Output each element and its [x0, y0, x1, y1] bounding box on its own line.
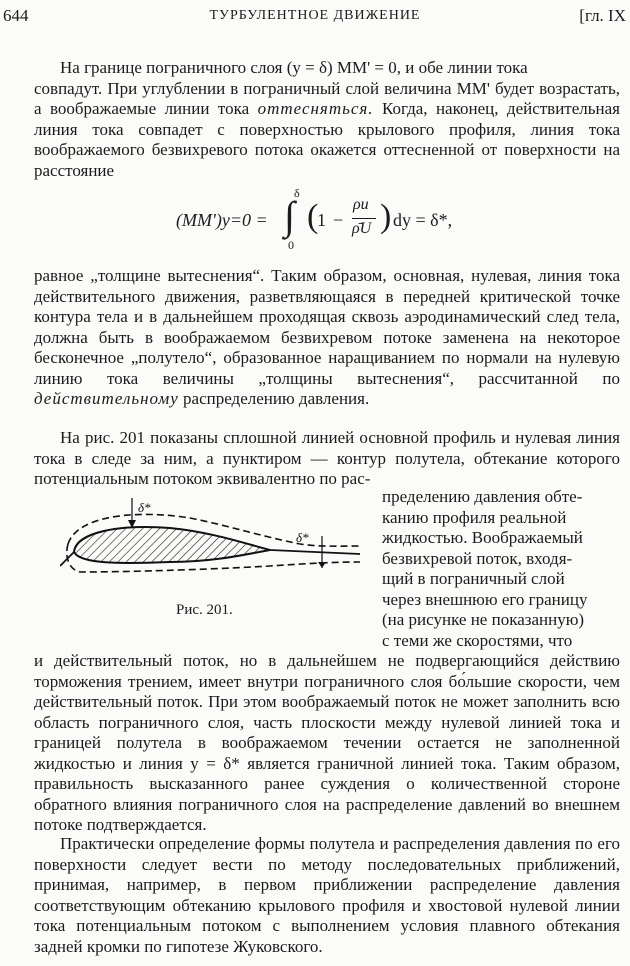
side-line-7: (на рисунке не показанную): [382, 610, 585, 629]
paragraph-5-body: Практически определение формы полутела и распределения давления по его поверхности следует вести по методу последовательных приближений, принимая, например, в первом приближении распределение давления соответствующим обтеканию крылового профиля и хвостовой нулевой линии тока потенциальным потоком с выполнением условия плавного обтекания задней кромки по гипотезе Жуковского.: [34, 834, 620, 956]
paragraph-1-text-b: Когда, наконец, действительная линия тока совпадет с поверхностью крылового профиля, линия тока воображаемого безвихревого потока окажется оттесненной от поверхности на расстояние: [34, 99, 620, 180]
figure-caption: Рис. 201.: [176, 602, 233, 618]
paragraph-1-emphasis: оттесняться.: [257, 99, 374, 118]
paragraph-2-text: равное „толщине вытеснения“. Таким образом, основная, нулевая, линия тока действительного движения, разветвляющаяся в передней критической точке контура тела и в дальнейшем проходящая сквозь аэродинамический след тела, должна быть в воображаемом безвихревом потоке заменена на некоторое бесконечное „полутело“, образованное наращиванием по нормали на нулевую линию тока величины „толщины вытеснения“, рассчитанной по: [34, 266, 620, 388]
side-line-2: канию профиля реальной: [382, 507, 567, 527]
chapter-label: [гл. IX: [579, 6, 626, 25]
paragraph-4-body: и действительный поток, но в дальнейшем не подвергающийся действию торможения трением, имеет внутри пограничного слоя бо́льшие скорости, чем действительный поток. При этом воображаемый поток не может заполнить всю область пограничного слоя, часть плоскости между нулевой линией тока и границей полутела в воображаемом течении остается не заполненной жидкостью и линия y = δ* является граничной линией тока. Таким образом, правильность высказанного ранее суждения о количественной стороне обратного влияния пограничного слоя на распределение давлений во внешнем потоке подтверждается.: [34, 651, 620, 834]
paragraph-3-body: На рис. 201 показаны сплошной линией основной профиль и нулевая линия тока в следе за ним, а пунктиром — контур полутела, обтекание которого потенциальным потоком эквивалентно по рас-: [34, 428, 620, 488]
formula-one: 1: [317, 210, 326, 230]
side-text-column: [382, 487, 620, 651]
delta-star-label-right: δ*: [296, 530, 309, 545]
side-line-5: щий в пограничный слой: [382, 569, 565, 588]
side-line-1: пределению давления обте-: [382, 487, 583, 506]
integral-sign: ∫: [284, 193, 295, 238]
paragraph-5: [34, 834, 620, 957]
paragraph-1-body: [34, 79, 620, 182]
paragraph-1-line-1: На границе пограничного слоя (y = δ) MM' = 0, и обе линии тока: [60, 58, 528, 77]
paragraph-2-tail: распределению давления.: [178, 389, 370, 408]
paragraph-4: [34, 651, 620, 836]
zero-streamline-wake: [270, 550, 360, 554]
formula-tail: dy = δ*,: [393, 210, 453, 230]
running-title: ТУРБУЛЕНТНОЕ ДВИЖЕНИЕ: [209, 8, 421, 23]
fraction-denominator: ρ̄U: [352, 220, 372, 237]
formula-minus: −: [333, 210, 344, 230]
thickness-marker-right-arrow: [318, 562, 326, 568]
side-line-6: через внешнюю его границу: [382, 589, 588, 609]
paragraph-3: [34, 428, 620, 490]
delta-star-label-top: δ*: [138, 500, 151, 515]
side-line-3: жидкостью. Воображаемый: [382, 528, 583, 547]
formula-lhs: (MM')y=0 =: [176, 210, 268, 230]
paragraph-1-text-a: совпадут. При углублении в пограничный слой величина MM' будет возрастать, а воображаемые линии тока: [34, 78, 620, 118]
integral-lower-limit: 0: [288, 238, 294, 252]
displacement-thickness-formula: [0, 188, 630, 266]
fraction-bar: [352, 218, 376, 219]
paragraph-1: [34, 58, 620, 181]
page-header: [0, 4, 630, 28]
left-paren: (: [307, 198, 319, 235]
fraction-numerator: ρu: [353, 196, 369, 213]
page-number: 644: [3, 6, 29, 25]
side-line-8: с теми же скоростями, что: [382, 630, 573, 650]
paragraph-2: [34, 266, 620, 410]
airfoil-profile: [74, 527, 270, 563]
paragraph-2-emphasis: действительному: [34, 389, 179, 408]
paragraph-2-body: [34, 266, 620, 410]
integral-upper-limit: δ: [294, 186, 300, 200]
right-paren: ): [380, 198, 392, 235]
side-line-4: безвихревой поток, входя-: [382, 548, 573, 568]
